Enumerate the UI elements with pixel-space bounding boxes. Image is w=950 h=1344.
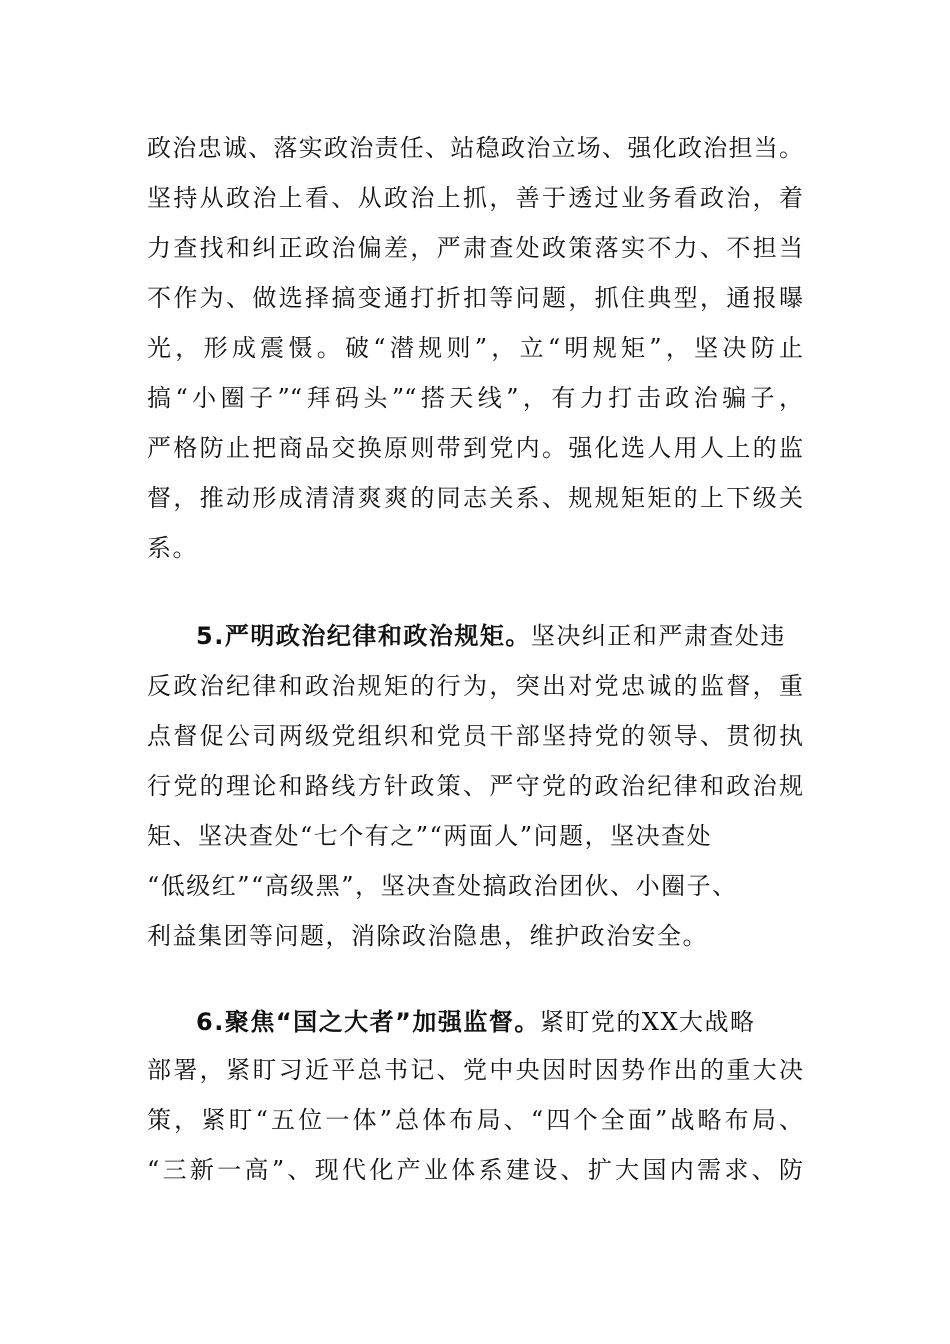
- text-line-first: [196, 621, 786, 651]
- section-heading-5: 5.严明政治纪律和政治规矩。: [196, 622, 531, 650]
- text-line: 坚持从政治上看、从政治上抓，善于透过业务看政治，着: [147, 184, 803, 212]
- text-line: 策，紧盯“五位一体”总体布局、“四个全面”战略布局、: [147, 1106, 803, 1134]
- text-line: 光，形成震慑。破“潜规则”，立“明规矩”，坚决防止: [147, 334, 803, 362]
- text-run: 紧盯党的XX大战略: [539, 1008, 756, 1036]
- text-line: “低级红”“高级黑”，坚决查处搞政治团伙、小圈子、: [147, 872, 738, 900]
- text-line: 搞“小圈子”“拜码头”“搭天线”，有力打击政治骗子，: [147, 384, 803, 412]
- text-line: 督，推动形成清清爽爽的同志关系、规规矩矩的上下级关: [147, 484, 803, 512]
- text-line: 反政治纪律和政治规矩的行为，突出对党忠诚的监督，重: [147, 672, 803, 700]
- text-line: 政治忠诚、落实政治责任、站稳政治立场、强化政治担当。: [147, 134, 803, 162]
- text-line: 矩、坚决查处“七个有之”“两面人”问题，坚决查处: [147, 822, 713, 850]
- text-run: 坚决纠正和严肃查处违: [530, 622, 786, 650]
- text-line: 点督促公司两级党组织和党员干部坚持党的领导、贯彻执: [147, 722, 803, 750]
- section-heading-6: 6.聚焦“国之大者”加强监督。: [196, 1008, 540, 1036]
- text-line-first: [196, 1007, 756, 1037]
- text-line: 不作为、做选择搞变通打折扣等问题，抓住典型，通报曝: [147, 284, 803, 312]
- text-line: 行党的理论和路线方针政策、严守党的政治纪律和政治规: [147, 772, 803, 800]
- text-line: 部署，紧盯习近平总书记、党中央因时因势作出的重大决: [147, 1056, 803, 1084]
- text-line: 系。: [147, 534, 198, 562]
- text-line: 力查找和纠正政治偏差，严肃查处政策落实不力、不担当: [147, 234, 803, 262]
- text-line: 严格防止把商品交换原则带到党内。强化选人用人上的监: [147, 434, 803, 462]
- text-line: 利益集团等问题，消除政治隐患，维护政治安全。: [147, 922, 708, 950]
- text-line: “三新一高”、现代化产业体系建设、扩大国内需求、防: [147, 1156, 803, 1184]
